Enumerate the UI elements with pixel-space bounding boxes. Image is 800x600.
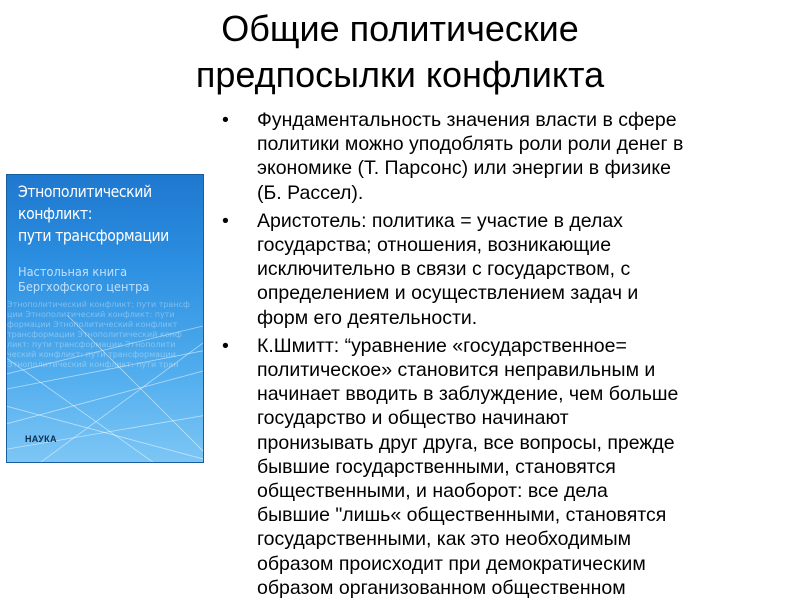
book-title-line: Этнополитический	[18, 182, 152, 201]
book-cover-title	[18, 181, 180, 247]
book-subtitle-line: Настольная книга	[18, 265, 128, 279]
bullet-line: исключительно в связи с государством, с	[257, 258, 631, 281]
bullet-line: государство и общество начинают	[257, 407, 569, 430]
bullet-line: форм его деятельности.	[257, 306, 478, 329]
slide-title-line-1: Общие политические	[221, 8, 579, 49]
bullet-icon: •	[222, 334, 229, 357]
book-pattern-line: Этнополитический конфликт: пути тран	[7, 360, 179, 369]
book-cover-text-pattern	[7, 300, 203, 370]
bullet-line: Фундаментальность значения власти в сфере	[257, 109, 677, 131]
bullet-icon: •	[222, 109, 229, 131]
bullet-line: начинает вводить в заблуждение, чем больше	[257, 383, 679, 406]
bullet-list	[222, 108, 796, 600]
bullet-item-parsons	[222, 108, 796, 205]
book-pattern-line: ции Этнополитический конфликт: пути	[7, 310, 175, 319]
bullet-line: общественными, и наоборот: все дела	[257, 480, 608, 503]
bullet-line: экономике (Т. Парсонс) или энергии в физике	[257, 157, 671, 180]
bullet-line: политическое» становится неправильным и	[257, 359, 656, 382]
bullet-item-aristotle	[222, 209, 796, 330]
book-pattern-line: ческий конфликт: пути трансформации	[7, 350, 176, 359]
book-pattern-line: Этнополитический конфликт: пути трансф	[7, 300, 190, 309]
slide-title	[0, 6, 800, 98]
book-title-line: пути трансформации	[18, 226, 169, 245]
bullet-line: государства; отношения, возникающие	[257, 234, 612, 257]
book-pattern-line: трансформации Этнополитический конф	[7, 330, 182, 339]
bullet-icon: •	[222, 209, 229, 232]
bullet-line: (Б. Рассел).	[257, 181, 364, 204]
bullet-line: К.Шмитт: “уравнение «государственное=	[257, 334, 627, 357]
bullet-line: бывшие "лишь« общественными, становятся	[257, 504, 667, 527]
book-cover-subtitle	[18, 265, 199, 295]
book-subtitle-line: Бергхофского центра	[18, 280, 150, 294]
bullet-line: пронизывать друг друга, все вопросы, прежде	[257, 431, 675, 454]
book-cover-image	[6, 174, 204, 463]
bullet-line: политики можно уподоблять роли роли денег в	[257, 133, 684, 156]
bullet-line: государственными, как это необходимым	[257, 528, 632, 551]
book-publisher: НАУКА	[25, 434, 57, 444]
bullet-line: Аристотель: политика = участие в делах	[257, 209, 623, 232]
bullet-line: образом происходит при демократическим	[257, 552, 646, 575]
book-pattern-line: формации Этнополитический конфликт	[7, 320, 178, 329]
slide-title-line-2: предпосылки конфликта	[195, 54, 605, 95]
bullet-line: определением и осуществлением задач и	[257, 282, 639, 305]
book-pattern-line: ликт: пути трансформации Этнополити	[7, 340, 176, 349]
book-title-line: конфликт:	[18, 204, 93, 223]
bullet-item-schmitt	[222, 334, 796, 600]
bullet-line: образом организованном общественном	[257, 576, 626, 599]
bullet-line: бывшие государственными, становятся	[257, 455, 616, 478]
